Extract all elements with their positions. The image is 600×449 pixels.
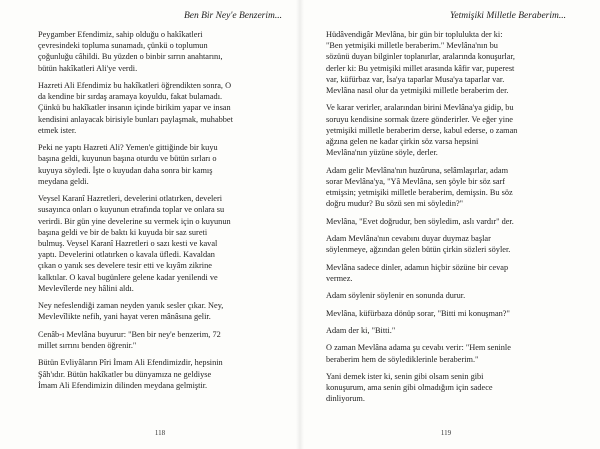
right-running-header: Yetmişiki Milletle Beraberim... [449,11,566,21]
text-line: beraberim hem de söylediklerinle beraberim." [326,354,479,364]
left-page-body [38,29,282,391]
text-line: çoğunluğu câhildi. Bu yüzden o binbir sırrın anahtarını, [38,52,223,62]
paragraph [326,102,566,158]
right-page-body [326,29,566,405]
text-line: Mevlevîlerde ney hâlini aldı. [38,283,134,293]
right-page-number: 119 [440,429,452,437]
text-line: Adam gelir Mevlâna'nın huzûruna, selâmlaşırlar, adam [326,165,509,175]
text-line: soruyu kendisine sormak üzere gönderirler. Ve eğer yine [326,114,513,124]
text-line: ağzına gelen ne kadar çirkin söz varsa hepsini [326,137,479,147]
text-line: Çünkü bu hakîkatler insanın içinde birikim yapar ve insan [38,103,231,113]
text-line: yaptı. Develerini otlatırken o kavala üfledi. Kavaldan [38,250,215,260]
paragraph [326,262,566,284]
paragraph [38,357,282,391]
text-line: Adam der ki, "Bitti." [326,325,396,335]
paragraph [38,29,282,74]
text-line: Hüdâvendigâr Mevlâna, bir gün bir toplulukta der ki: [326,30,503,39]
text-line: Adam Mevlâna'nın cevabını duyar duymaz başlar [326,234,491,243]
text-line: "Ben yetmişiki milletle beraberim." Mevlâna'nın bu [326,41,498,51]
text-line: çıkan o yanık ses develere tesir etti ve kıyâm zikrine [38,261,212,271]
text-line: Cenâb-ı Mevlâna buyurur: "Ben bir ney'e benzerim, 72 [38,329,221,339]
paragraph [38,80,282,136]
text-line: sorar Mevlâna'ya, "Yâ Mevlâna, sen şöyle bir söz sarf [326,176,506,186]
text-line: yetmişiki milletle beraberim derse, kabul ederse, o zaman [326,125,518,135]
text-line: Mevlâna sadece dinler, adamın hiçbir sözüne bir cevap [326,262,509,272]
text-line: susayınca onları o kuyunun etrafında toplar ve onlara su [38,205,225,215]
text-line: başına geldi, kuyunun başına oturdu ve bütün sırları o [38,154,217,164]
paragraph [38,300,282,322]
text-line: konuşurum, ama senin gibi olmadığım için sadece [326,383,493,393]
text-line: kuyuya söyledi. İşte o kuyudan daha sonra bir kamış [38,165,213,175]
paragraph [326,308,566,319]
text-line: verirdi. Bir gün yine develerine su vermek için o kuyunun [38,216,231,226]
paragraph [38,329,282,351]
text-line: çevresindeki topluma sunamadı, çünkü o toplumun [38,41,208,51]
paragraph [326,325,566,336]
left-running-header: Ben Bir Ney'e Benzerim... [183,11,282,21]
paragraph [38,142,282,187]
text-line: Ve karar verirler, aralarından birini Mevlâna'ya gidip, bu [326,103,514,113]
text-line: söylenmeye, ağzından gelen bütün çirkin sözleri söyler. [326,245,511,255]
text-line: bulmuş. Veysel Karanî Hazretleri o sazı kesti ve kaval [38,239,218,249]
paragraph [326,342,566,364]
paragraph [326,165,566,210]
text-line: millet sırrını benden öğrenir." [38,341,137,351]
text-line: Adam söylenir söylenir en sonunda durur. [326,291,466,301]
text-line: kendisini anlayacak birisiyle bunları paylaşmak, muhabbet [38,114,233,124]
text-line: dinliyorum. [326,394,365,404]
left-page-number: 118 [154,429,166,437]
text-line: Mevlâna, "Evet doğrudur, ben söyledim, aslı vardır" der. [326,216,514,226]
text-line: O zaman Mevlâna adama şu cevabı verir: "Hem seninle [326,343,511,353]
text-line: bütün hakîkatleri Ali'ye verdi. [38,63,138,73]
text-line: Mevlâna'nın yüzüne söyle, derler. [326,148,438,158]
text-line: sözünü duyan bilginler toplanırlar, aralarında konuşurlar, [326,52,515,62]
text-line: Yani demek ister ki, senin gibi olsam senin gibi [326,371,484,381]
text-line: meydana geldi. [38,176,89,186]
text-line: Mevlevîlikte nefih, yani hayat veren mânâsına gelir. [38,312,211,322]
paragraph [326,216,566,227]
text-line: Ney nefeslendiği zaman neyden yanık sesler çıkar. Ney, [38,301,224,311]
paragraph [326,233,566,255]
paragraph [326,29,566,96]
text-line: Şâh'ıdır. Bütün hakîkatler bu dünyamıza ne geldiyse [38,369,212,379]
text-line: Peygamber Efendimiz, sahip olduğu o hakîkatleri [38,30,203,39]
text-line: Bütün Evliyâların Pîri İmam Ali Efendimizdir, hepsinin [38,358,223,368]
text-line: Mevlâna nasıl olur da yetmişiki milletle beraberim der. [326,86,509,96]
text-line: da kendine bir sırdaş aramaya koyuldu, fakat bulamadı. [38,92,223,102]
text-line: Peki ne yaptı Hazreti Ali? Yemen'e gittiğinde bir kuyu [38,143,218,153]
text-line: etmişsin; yetmişiki milletle beraberim, demişsin. Bu söz [326,188,513,198]
text-line: Hazreti Ali Efendimiz bu hakîkatleri öğrendikten sonra, O [38,81,232,90]
text-line: etmek ister. [38,125,77,135]
paragraph [326,290,566,301]
right-page [300,0,600,449]
paragraph [326,371,566,405]
text-line: kalktılar. O kaval bugünlere gelene kadar yenilendi ve [38,272,218,282]
text-line: derler ki: Bu yetmişiki millet arasında kâfir var, puperest [326,63,515,73]
text-line: Veysel Karanî Hazretleri, develerini otlatırken, develeri [38,194,223,204]
text-line: İmam Ali Efendimizin dilinden meydana gelmiştir. [38,380,208,390]
text-line: başına geldi ve bir de baktı ki kuyuda bir saz sureti [38,227,208,237]
text-line: Mevlâna, küfürbaza dönüp sorar, "Bitti mi konuşman?" [326,308,510,318]
text-line: doğru mudur? Bu sözü sen mi söyledin?" [326,199,464,209]
paragraph [38,193,282,294]
text-line: vermez. [326,273,353,283]
text-line: var, küfürbaz var, İsa'ya taparlar Musa'ya taparlar var. [326,74,505,84]
